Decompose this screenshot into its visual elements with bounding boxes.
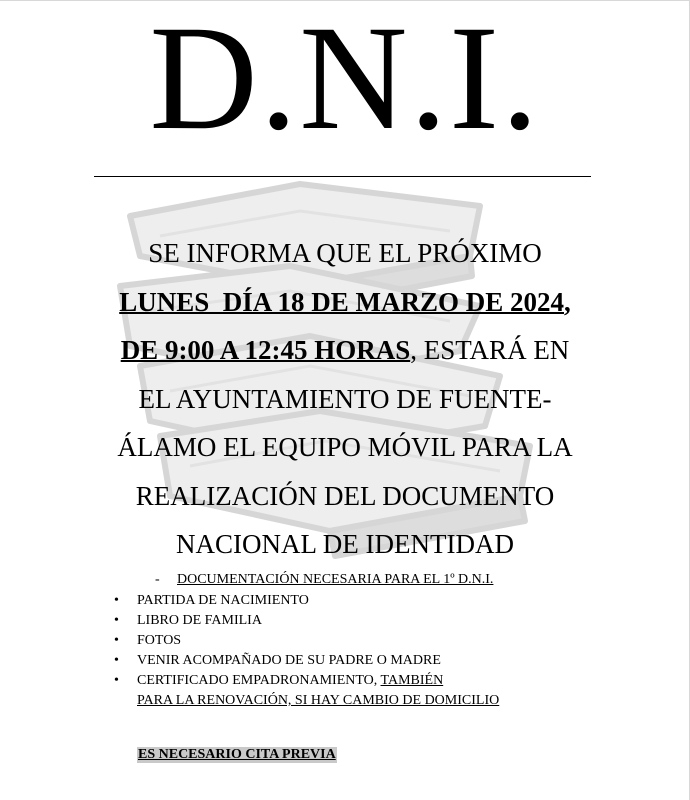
announcement-line: [60, 278, 630, 327]
list-item: • PARTIDA DE NACIMIENTO: [114, 591, 499, 611]
list-item: • FOTOS: [114, 631, 499, 651]
requirements-list: [114, 591, 499, 711]
bullet-icon: •: [114, 633, 119, 648]
announcement-line: REALIZACIÓN DEL DOCUMENTO: [135, 480, 555, 511]
list-item: • LIBRO DE FAMILIA: [114, 611, 499, 631]
bullet-icon: •: [114, 613, 119, 628]
documentation-header: [155, 572, 493, 588]
announcement-line: SE INFORMA QUE EL PRÓXIMO: [148, 238, 542, 268]
announcement-block: [60, 229, 630, 569]
dash-marker: -: [155, 572, 160, 587]
announcement-line: ÁLAMO EL EQUIPO MÓVIL PARA LA: [117, 432, 573, 462]
announcement-date: LUNES DÍA 18 DE MARZO DE 2024,: [119, 286, 571, 317]
documentation-header-text: DOCUMENTACIÓN NECESARIA PARA EL 1º D.N.I.: [177, 572, 494, 587]
page-title: D.N.I.: [149, 0, 541, 161]
announcement-hours: DE 9:00 A 12:45 HORAS: [120, 335, 411, 365]
bullet-icon: •: [114, 653, 119, 668]
bullet-icon: •: [114, 593, 119, 608]
bullet-icon: •: [114, 673, 119, 688]
announcement-line: DE 9:00 A 12:45 HORAS, ESTARÁ EN: [120, 335, 570, 365]
announcement-line: EL AYUNTAMIENTO DE FUENTE-: [138, 383, 552, 414]
appointment-notice: ES NECESARIO CITA PREVIA: [138, 747, 336, 762]
announcement-line: NACIONAL DE IDENTIDAD: [176, 529, 514, 559]
list-item: • VENIR ACOMPAÑADO DE SU PADRE O MADRE: [114, 651, 499, 671]
list-item: • CERTIFICADO EMPADRONAMIENTO, TAMBIÉN PARA LA RENOVACIÓN, SI HAY CAMBIO DE DOMICILIO: [114, 673, 500, 708]
